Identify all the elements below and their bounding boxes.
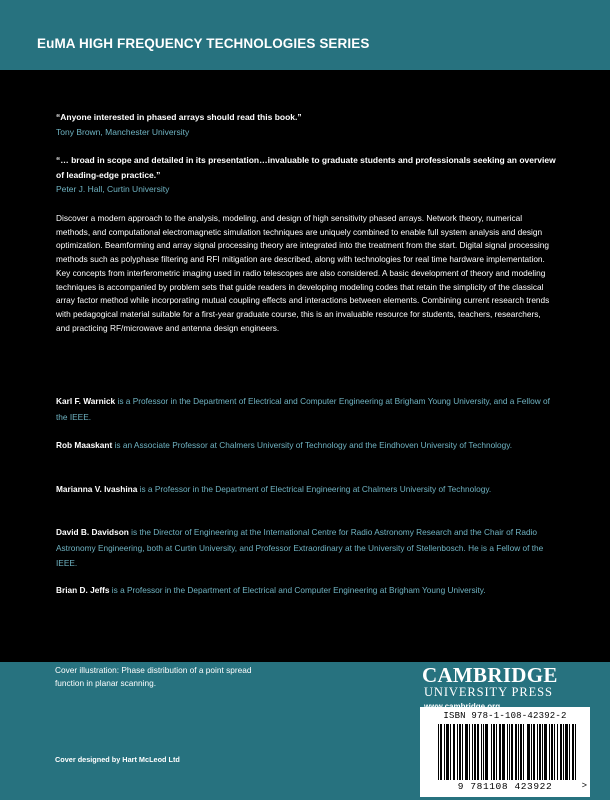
barcode-bar	[472, 724, 473, 780]
barcode-bar	[518, 724, 519, 780]
barcode-bar	[512, 724, 513, 780]
barcode-bar	[537, 724, 538, 780]
barcode-bar	[529, 724, 530, 780]
barcode-bar	[516, 724, 517, 780]
barcode-bar	[491, 724, 492, 780]
author-bio-text: is a Professor in the Department of Electrical Engineering at Chalmers University of Technology.	[137, 484, 492, 494]
author-name: Rob Maaskant	[56, 440, 113, 450]
barcode-number: 9 781108 423922	[457, 781, 553, 792]
barcode-bar	[500, 724, 501, 780]
barcode-bar	[546, 724, 547, 780]
author-bio	[56, 482, 556, 498]
author-name: Brian D. Jeffs	[56, 585, 110, 595]
author-bio	[56, 438, 556, 454]
barcode-bar	[494, 724, 495, 780]
barcode-bar	[448, 724, 449, 780]
barcode-bar	[523, 724, 524, 780]
quote-text: “… broad in scope and detailed in its presentation…invaluable to graduate students and professionals seeking an overview of leading-edge practice.”	[56, 155, 556, 180]
isbn-barcode	[420, 707, 590, 797]
barcode-bar	[496, 724, 497, 780]
barcode-bar	[487, 724, 488, 780]
barcode-chevron: >	[581, 781, 587, 791]
barcode-bar	[467, 724, 468, 780]
barcode-bar	[521, 724, 522, 780]
barcode-bar	[457, 724, 458, 780]
barcode-bar	[444, 724, 445, 780]
barcode-bar	[460, 724, 461, 780]
barcode-bar	[475, 724, 476, 780]
barcode-bar	[561, 724, 562, 780]
barcode-bar	[552, 724, 553, 780]
barcode-bar	[507, 724, 508, 780]
barcode-bar	[438, 724, 439, 780]
barcode-bar	[540, 724, 541, 780]
author-bio-text: is the Director of Engineering at the International Centre for Radio Astronomy Research and the Chair of Radio Astronomy Engineering, both at Curtin University, and Professor Extraordinary at the University of Stellenbosch. He is a Fellow of the IEEE.	[56, 527, 544, 568]
barcode-bar	[567, 724, 568, 780]
barcode-bar	[563, 724, 564, 780]
series-header-band	[0, 0, 610, 70]
quote-source: Tony Brown, Manchester University	[56, 126, 190, 137]
barcode-bar	[450, 724, 451, 780]
barcode-bar	[554, 724, 555, 780]
endorsement-quote	[56, 153, 561, 197]
author-name: David B. Davidson	[56, 527, 129, 537]
barcode-bar	[462, 724, 463, 780]
author-bio	[56, 525, 556, 572]
barcode-bar	[483, 724, 484, 780]
barcode-bar	[557, 724, 558, 780]
book-description: Discover a modern approach to the analysis, modeling, and design of high sensitivity phased arrays. Network theory, numerical methods, and computational electromagnetic simulation techniques are uniquely combined to enable full system analysis and design optimization. Beamforming and array signal processing theory are integrated into the treatment from the start. Digital signal processing methods such as polyphase filtering and RFI mitigation are described, along with technologies for real time hardware implementation. Key concepts from interferometric imaging used in radio telescopes are also considered. A basic development of theory and modeling techniques is accompanied by problem sets that guide readers in developing modeling codes that retain the simplicity of the classical array factor method while incorporating mutual coupling effects and interactions between elements. Combining current research trends with pedagogical material suitable for a first-year graduate course, this is an invaluable resource for students, teachers, researchers, and practicing RF/microwave and antenna design engineers.	[56, 213, 550, 333]
barcode-bar	[573, 724, 574, 780]
publisher-name: CAMBRIDGE	[422, 663, 558, 687]
barcode-bar	[481, 724, 482, 780]
author-bio	[56, 583, 556, 599]
author-bio-text: is a Professor in the Department of Electrical and Computer Engineering at Brigham Young University.	[109, 585, 486, 595]
author-name: Marianna V. Ivashina	[56, 484, 138, 494]
author-bio-text: is a Professor in the Department of Electrical and Computer Engineering at Brigham Young University, and a Fellow of the IEEE.	[56, 396, 550, 422]
isbn-label: ISBN 978-1-108-42392-2	[443, 711, 567, 721]
publisher-press: UNIVERSITY PRESS	[424, 685, 553, 699]
barcode-bar	[575, 724, 576, 780]
author-name: Karl F. Warnick	[56, 396, 116, 406]
barcode-bar	[509, 724, 510, 780]
barcode-bars	[438, 724, 576, 780]
barcode-bar	[504, 724, 505, 780]
barcode-bar	[542, 724, 543, 780]
barcode-bar	[478, 724, 479, 780]
barcode-bar	[469, 724, 470, 780]
barcode-bar	[549, 724, 550, 780]
author-bio-text: is an Associate Professor at Chalmers University of Technology and the Eindhoven University of Technology.	[112, 440, 513, 450]
series-title: EuMA HIGH FREQUENCY TECHNOLOGIES SERIES	[37, 36, 370, 51]
barcode-bar	[534, 724, 535, 780]
barcode-bar	[441, 724, 442, 780]
quote-source: Peter J. Hall, Curtin University	[56, 184, 170, 194]
barcode-bar	[531, 724, 532, 780]
cover-designer-credit: Cover designed by Hart McLeod Ltd	[55, 755, 180, 764]
cover-illustration-caption: Cover illustration: Phase distribution of a point spread function in planar scanning.	[55, 665, 252, 688]
quote-text: “Anyone interested in phased arrays should read this book.”	[56, 112, 302, 122]
barcode-bar	[569, 724, 570, 780]
barcode-bar	[454, 724, 455, 780]
author-bio	[56, 394, 556, 425]
publisher-logo	[422, 664, 602, 711]
endorsement-quote	[56, 110, 576, 139]
